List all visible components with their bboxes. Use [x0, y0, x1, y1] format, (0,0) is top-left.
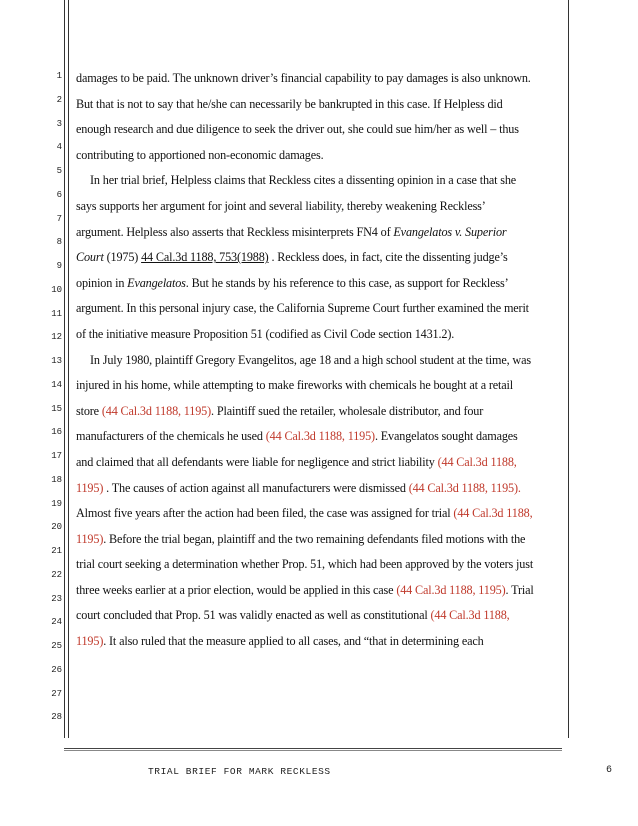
text-line: manufacturers of the chemicals he used (44 Cal.3d 1188, 1195). Evangelatos sought damages: [76, 429, 518, 444]
text-line: opinion in Evangelatos. But he stands by his reference to this case, as support for Reckless’: [76, 275, 509, 290]
citation: (44 Cal.3d 1188, 1195).: [408, 480, 521, 495]
line-number: 12: [51, 332, 62, 343]
text-line: store (44 Cal.3d 1188, 1195). Plaintiff sued the retailer, wholesale distributor, and four: [76, 403, 484, 418]
text-line: In July 1980, plaintiff Gregory Evangelitos, age 18 and a high school student at the time, was: [90, 352, 531, 367]
line-number: 23: [51, 593, 62, 604]
text-line: argument. Helpless also asserts that Reckless misinterprets FN4 of Evangelatos v. Superior: [76, 224, 507, 239]
line-number: 24: [51, 617, 62, 628]
text-line: enough research and due diligence to seek the driver out, she could sue him/her as well – thus: [76, 122, 519, 137]
text-line: of the initiative measure Proposition 51 (codified as Civil Code section 1431.2).: [76, 326, 455, 341]
line-number: 17: [51, 451, 62, 461]
text-line: 1195) . The causes of action against all manufacturers were dismissed (44 Cal.3d 1188, 1195).: [76, 480, 521, 495]
case-name: Court: [76, 250, 104, 265]
citation-underlined: 44 Cal.3d 1188, 753(1988): [141, 250, 269, 265]
line-number: 3: [56, 118, 62, 129]
case-name: Evangelatos v. Superior: [393, 224, 507, 239]
line-number: 7: [56, 213, 62, 224]
citation: (44 Cal.3d 1188, 1195): [396, 582, 506, 597]
citation: 1195): [76, 531, 104, 546]
text-line: contributing to apportioned non-economic damages.: [76, 147, 324, 162]
text-line: court concluded that Prop. 51 was validly enacted as well as constitutional (44 Cal.3d 1188,: [76, 608, 510, 623]
footer-title: TRIAL BRIEF FOR MARK RECKLESS: [148, 766, 331, 777]
line-number: 27: [51, 688, 62, 699]
line-number: 2: [56, 94, 62, 105]
text-line: three weeks earlier at a prior election, would be applied in this case (44 Cal.3d 1188, 1195). Trial: [76, 582, 534, 597]
text-line: Almost five years after the action had been filed, the case was assigned for trial (44 Cal.3d 1188,: [76, 506, 533, 521]
document-body: [76, 66, 566, 655]
line-number: 6: [56, 189, 62, 200]
text-line: injured in his home, while attempting to make fireworks with chemicals he bought at a retail: [76, 378, 514, 393]
line-number: 5: [56, 166, 62, 176]
line-number: 14: [51, 379, 62, 390]
footer-divider-second: [64, 750, 562, 751]
page-number: 6: [606, 765, 613, 776]
citation: 1195): [76, 634, 104, 649]
footer-divider: [64, 748, 562, 749]
line-number: 18: [51, 474, 62, 485]
text-line: Court (1975) 44 Cal.3d 1188, 753(1988) . Reckless does, in fact, cite the dissenting judge’s: [76, 250, 508, 265]
case-name: Evangelatos: [127, 275, 186, 290]
text-line: 1195). It also ruled that the measure applied to all cases, and “that in determining each: [76, 634, 484, 649]
text-line: says supports her argument for joint and several liability, thereby weakening Reckless’: [76, 198, 486, 213]
line-number: 15: [51, 403, 62, 414]
text-line: In her trial brief, Helpless claims that Reckless cites a dissenting opinion in a case that she: [90, 173, 517, 188]
line-number: 8: [56, 237, 62, 248]
text-line: But that is not to say that he/she can necessarily be bankrupted in this case. If Helpless did: [76, 96, 503, 111]
line-number: 1: [56, 71, 62, 81]
line-number: 13: [51, 356, 62, 366]
left-margin-rule-inner: [68, 0, 69, 738]
line-number: 16: [51, 427, 62, 438]
text-line: and claimed that all defendants were liable for negligence and strict liability (44 Cal.3d 1188,: [76, 454, 517, 469]
left-margin-rule: [64, 0, 65, 738]
right-margin-rule: [568, 0, 569, 738]
citation: (44 Cal.3d 1188, 1195): [265, 429, 375, 444]
text-line: damages to be paid. The unknown driver’s financial capability to pay damages is also unknown.: [76, 71, 531, 85]
line-number: 4: [56, 142, 62, 153]
citation: 1195): [76, 480, 104, 495]
line-number: 22: [51, 569, 62, 580]
line-number: 26: [51, 664, 62, 675]
line-number: 19: [51, 498, 62, 509]
line-number: 20: [51, 522, 62, 533]
line-number: 25: [51, 641, 62, 651]
line-number: 28: [51, 712, 62, 723]
line-number: 21: [51, 546, 62, 556]
line-number: 9: [56, 261, 62, 271]
citation: (44 Cal.3d 1188,: [437, 454, 517, 469]
citation: (44 Cal.3d 1188,: [430, 608, 510, 623]
text-line: trial court seeking a determination whether Prop. 51, which had been approved by the voters just: [76, 557, 534, 572]
line-number: 10: [51, 284, 62, 295]
text-line: 1195). Before the trial began, plaintiff and the two remaining defendants filed motions with the: [76, 531, 526, 546]
line-number: 11: [51, 308, 62, 319]
citation: (44 Cal.3d 1188, 1195): [101, 403, 212, 418]
text-line: argument. In this personal injury case, the California Supreme Court further examined the merit: [76, 301, 529, 316]
citation: (44 Cal.3d 1188,: [453, 506, 533, 521]
